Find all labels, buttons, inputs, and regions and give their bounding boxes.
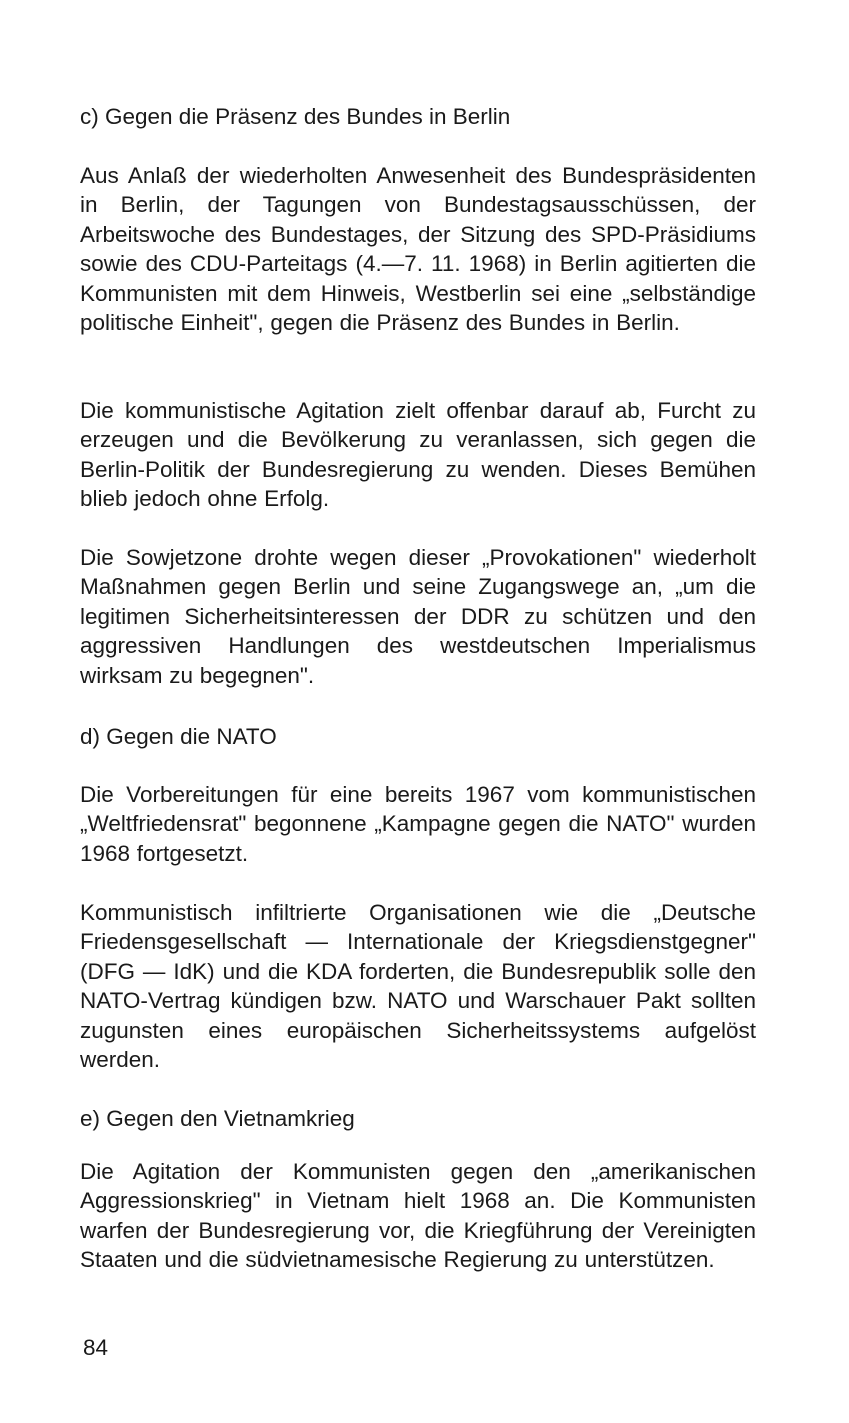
page-number: 84	[83, 1335, 109, 1360]
document-page	[80, 0, 756, 1423]
section-heading-vietnam: e) Gegen den Vietnamkrieg	[80, 1106, 355, 1131]
paragraph-infiltrated-organisations: Kommunistisch infiltrierte Organisationen wie die „Deutsche Friedensgesellschaft — Internationale der Kriegsdienstgegner" (DFG — IdK) und die KDA forderten, die Bundesrepublik solle den NATO-Vertrag kündigen bzw. NATO und Warschauer Pakt sollten zugunsten eines europäischen Sicherheitssystems aufgelöst werden.	[80, 900, 756, 1073]
section-heading-berlin: c) Gegen die Präsenz des Bundes in Berlin	[80, 104, 511, 129]
section-heading-nato: d) Gegen die NATO	[80, 724, 277, 749]
paragraph-soviet-zone-threats: Die Sowjetzone drohte wegen dieser „Provokationen" wiederholt Maßnahmen gegen Berlin und seine Zugangswege an, „um die legitimen Sicherheitsinteressen der DDR zu schützen und den aggressiven Handlungen des westdeutschen Imperialismus wirksam zu begegnen".	[80, 545, 756, 688]
paragraph-agitation-aim: Die kommunistische Agitation zielt offenbar darauf ab, Furcht zu erzeugen und die Bevölkerung zu veranlassen, sich gegen die Berlin-Politik der Bundesregierung zu wenden. Dieses Bemühen blieb jedoch ohne Erfolg.	[80, 398, 756, 512]
paragraph-nato-campaign: Die Vorbereitungen für eine bereits 1967 vom kommunistischen „Weltfriedensrat" begonnene „Kampagne gegen die NATO" wurden 1968 fortgesetzt.	[80, 782, 756, 866]
paragraph-berlin-presence: Aus Anlaß der wiederholten Anwesenheit des Bundespräsidenten in Berlin, der Tagungen von Bundestagsausschüssen, der Arbeitswoche des Bundestages, der Sitzung des SPD-Präsidiums sowie des CDU-Parteitags (4.—7. 11. 1968) in Berlin agitierten die Kommunisten mit dem Hinweis, Westberlin sei eine „selbständige politische Einheit", gegen die Präsenz des Bundes in Berlin.	[80, 163, 756, 336]
paragraph-vietnam-agitation: Die Agitation der Kommunisten gegen den „amerikanischen Aggressionskrieg" in Vietnam hielt 1968 an. Die Kommunisten warfen der Bundesregierung vor, die Kriegführung der Vereinigten Staaten und die südvietnamesische Regierung zu unterstützen.	[80, 1159, 756, 1273]
